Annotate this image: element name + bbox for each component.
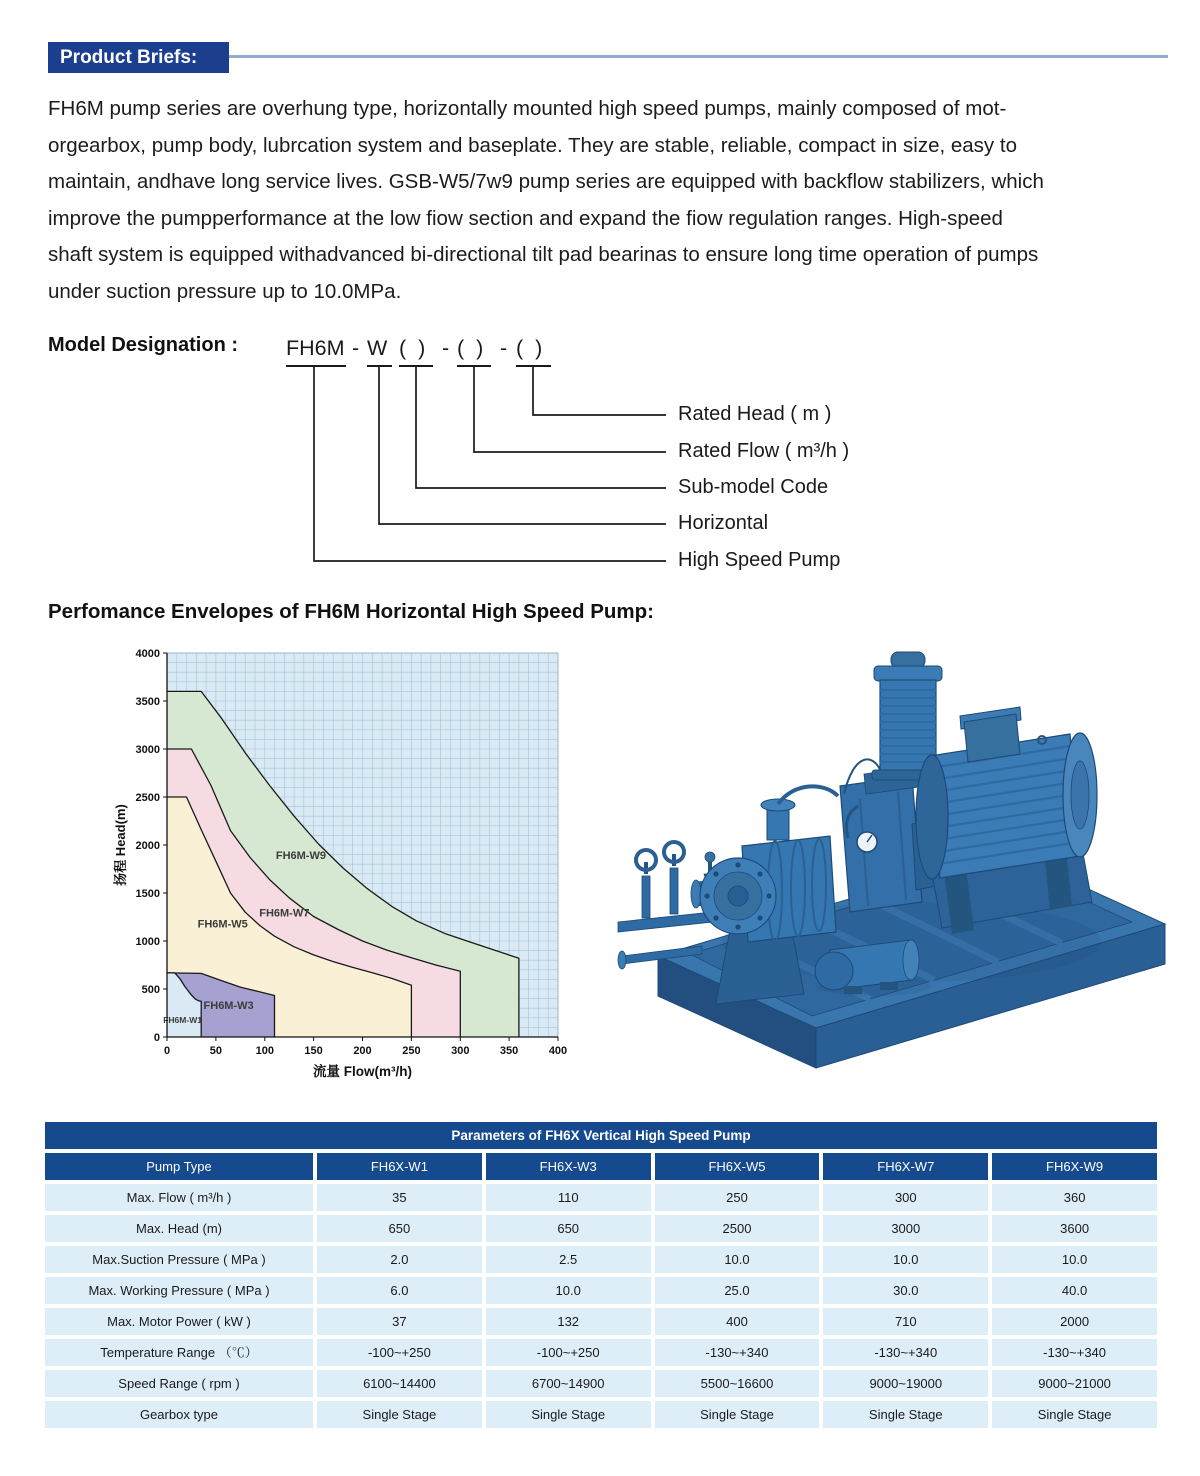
svg-text:2500: 2500: [135, 792, 160, 804]
model-code-part: ( ): [457, 336, 484, 360]
param-value: 2.5: [486, 1246, 651, 1273]
table-col-fh6x-w9: FH6X-W9: [992, 1153, 1157, 1180]
callout-rated-head: Rated Head ( m ): [678, 403, 832, 425]
param-value: Single Stage: [823, 1401, 988, 1428]
param-value: 10.0: [486, 1277, 651, 1304]
param-value: 10.0: [823, 1246, 988, 1273]
param-value: 5500~16600: [655, 1370, 820, 1397]
svg-text:50: 50: [209, 1045, 223, 1057]
param-value: 6700~14900: [486, 1370, 651, 1397]
briefs-line-5: shaft system is equipped withadvanced bi-directional tilt pad bearinas to ensure long time operation of pumps: [48, 243, 1039, 267]
parameters-table: [45, 1122, 1157, 1428]
performance-heading: Perfomance Envelopes of FH6M Horizontal High Speed Pump:: [48, 600, 654, 623]
param-value: -130~+340: [823, 1339, 988, 1366]
model-code-separator: -: [500, 336, 508, 360]
model-designation-label: Model Designation :: [48, 334, 238, 356]
svg-text:FH6M-W9: FH6M-W9: [275, 849, 326, 862]
param-value: 650: [486, 1215, 651, 1242]
svg-text:扬程 Head(m): 扬程 Head(m): [113, 804, 128, 886]
svg-text:400: 400: [548, 1045, 568, 1057]
section-title-product-briefs: Product Briefs:: [48, 42, 229, 73]
param-value: 40.0: [992, 1277, 1157, 1304]
briefs-line-1: FH6M pump series are overhung type, horizontally mounted high speed pumps, mainly composed of mot-: [48, 97, 1007, 120]
model-code-part: ( ): [399, 336, 426, 360]
svg-text:500: 500: [141, 984, 160, 996]
svg-text:FH6M-W5: FH6M-W5: [197, 918, 248, 931]
svg-text:FH6M-W3: FH6M-W3: [203, 1000, 254, 1013]
svg-text:100: 100: [255, 1045, 274, 1057]
table-row: [45, 1246, 1157, 1273]
param-value: 10.0: [992, 1246, 1157, 1273]
param-value: 710: [823, 1308, 988, 1335]
model-code-part: ( ): [516, 336, 543, 360]
svg-text:3000: 3000: [135, 744, 160, 756]
param-value: 132: [486, 1308, 651, 1335]
table-col-fh6x-w1: FH6X-W1: [317, 1153, 482, 1180]
param-value: 9000~21000: [992, 1370, 1157, 1397]
param-value: 9000~19000: [823, 1370, 988, 1397]
table-row: [45, 1184, 1157, 1211]
param-value: 6.0: [317, 1277, 482, 1304]
table-col-fh6x-w5: FH6X-W5: [655, 1153, 820, 1180]
svg-text:250: 250: [402, 1045, 421, 1057]
param-label: Max. Motor Power ( kW ): [45, 1308, 313, 1335]
param-value: 10.0: [655, 1246, 820, 1273]
param-value: Single Stage: [992, 1401, 1157, 1428]
svg-text:2000: 2000: [135, 840, 160, 852]
param-value: 250: [655, 1184, 820, 1211]
model-code-part: FH6M: [286, 336, 345, 360]
param-value: 37: [317, 1308, 482, 1335]
model-code-separator: -: [442, 336, 450, 360]
param-value: 3000: [823, 1215, 988, 1242]
svg-text:0: 0: [153, 1032, 160, 1044]
param-value: Single Stage: [655, 1401, 820, 1428]
svg-text:4000: 4000: [135, 648, 160, 660]
table-col-fh6x-w7: FH6X-W7: [823, 1153, 988, 1180]
svg-text:150: 150: [304, 1045, 323, 1057]
callout-horizontal: Horizontal: [678, 512, 769, 534]
svg-text:3500: 3500: [135, 696, 160, 708]
param-value: Single Stage: [486, 1401, 651, 1428]
param-value: 2.0: [317, 1246, 482, 1273]
param-value: 3600: [992, 1215, 1157, 1242]
svg-text:FH6M-W1: FH6M-W1: [163, 1015, 202, 1026]
svg-text:1500: 1500: [135, 888, 160, 900]
table-row: [45, 1370, 1157, 1397]
param-value: -100~+250: [486, 1339, 651, 1366]
param-value: -130~+340: [992, 1339, 1157, 1366]
briefs-paragraph: [48, 91, 1160, 311]
param-label: Gearbox type: [45, 1401, 313, 1428]
model-code-separator: -: [352, 336, 360, 360]
svg-text:350: 350: [499, 1045, 519, 1057]
param-label: Speed Range ( rpm ): [45, 1370, 313, 1397]
briefs-line-3: maintain, andhave long service lives. GSB-W5/7w9 pump series are equipped with backflow stabilizers, which: [48, 170, 1044, 194]
pump-illustration: [612, 634, 1172, 1074]
param-label: Max. Flow ( m³/h ): [45, 1184, 313, 1211]
briefs-line-2: orgearbox, pump body, lubrcation system and baseplate. They are stable, reliable, compact in size, easy to: [48, 133, 1017, 157]
briefs-line-4: improve the pumpperformance at the low fiow section and expand the fiow regulation ranges. High-speed: [48, 206, 1003, 230]
svg-text:流量 Flow(m³/h): 流量 Flow(m³/h): [313, 1064, 412, 1079]
svg-text:0: 0: [163, 1045, 171, 1057]
table-title: Parameters of FH6X Vertical High Speed Pump: [45, 1122, 1157, 1149]
table-row: [45, 1277, 1157, 1304]
table-row: [45, 1339, 1157, 1366]
param-value: -130~+340: [655, 1339, 820, 1366]
param-value: 6100~14400: [317, 1370, 482, 1397]
table-row: [45, 1215, 1157, 1242]
svg-text:300: 300: [451, 1045, 470, 1057]
callout-sub-model: Sub-model Code: [678, 476, 829, 498]
performance-envelope-chart: [110, 645, 610, 1085]
table-col-pump-type: Pump Type: [45, 1153, 313, 1180]
svg-text:1000: 1000: [135, 936, 160, 948]
param-value: Single Stage: [317, 1401, 482, 1428]
callout-high-speed-pump: High Speed Pump: [678, 549, 841, 571]
table-row: [45, 1401, 1157, 1428]
param-label: Max. Working Pressure ( MPa ): [45, 1277, 313, 1304]
param-label: Temperature Range （℃）: [45, 1339, 313, 1366]
param-value: 25.0: [655, 1277, 820, 1304]
param-value: 30.0: [823, 1277, 988, 1304]
table-row: [45, 1308, 1157, 1335]
param-value: 2500: [655, 1215, 820, 1242]
svg-text:FH6M-W7: FH6M-W7: [259, 907, 310, 920]
param-value: 360: [992, 1184, 1157, 1211]
header-rule: [229, 55, 1168, 58]
table-col-fh6x-w3: FH6X-W3: [486, 1153, 651, 1180]
table-header-row: [45, 1153, 1157, 1180]
model-code-part: W: [367, 336, 388, 360]
callout-rated-flow: Rated Flow ( m³/h ): [678, 440, 850, 462]
svg-text:200: 200: [353, 1045, 372, 1057]
param-value: 300: [823, 1184, 988, 1211]
param-value: 650: [317, 1215, 482, 1242]
param-label: Max. Head (m): [45, 1215, 313, 1242]
param-value: 2000: [992, 1308, 1157, 1335]
param-label: Max.Suction Pressure ( MPa ): [45, 1246, 313, 1273]
briefs-line-6: under suction pressure up to 10.0MPa.: [48, 279, 402, 303]
param-value: 35: [317, 1184, 482, 1211]
param-value: 110: [486, 1184, 651, 1211]
param-value: 400: [655, 1308, 820, 1335]
param-value: -100~+250: [317, 1339, 482, 1366]
